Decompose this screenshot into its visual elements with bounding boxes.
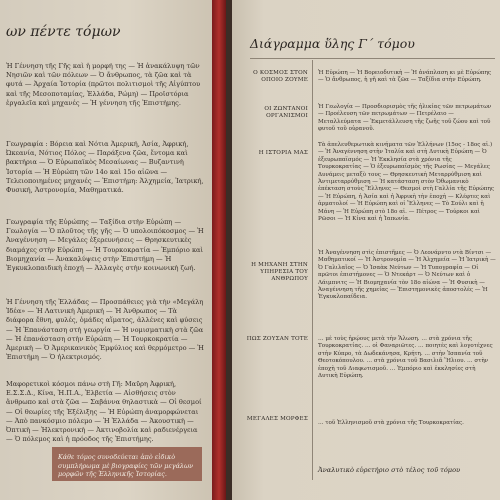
section-label-history: Η ΙΣΤΟΡΙΑ ΜΑΣ xyxy=(258,150,308,156)
volume-3-summary: Γεωγραφία τῆς Εὐρώπης — Ταξίδια στὴν Εὐρώπη — Γεωλογία — Ὁ πλοῦτος τῆς γῆς — Ὁ υπολοιπόκοσμος — Ἡ Ἀναγέννηση — Μεγάλες ἐξερευνήσεις — Θρησκευτικὲς διαμάχες στὴν Εὐρώπη — Ἡ Τουρκοκρατία — Ἐμπόριο καὶ Βιομηχανία — Ἀνακαλύψεις στὴν Ἐπιστήμη — Ἡ Ἐγκυκλοπαιδικὴ ἐποχή — Ἀλλαγὲς στὴν κοινωνικὴ ζωή. xyxy=(6,218,204,273)
left-page-heading: ων πέντε τόμων xyxy=(6,24,121,40)
volume-2-summary: Γεωγραφία : Βόρεια καὶ Νότια Ἀμερική, Ἀσία, Ἀφρική, Ὠκεανία, Νότιος Πόλος — Παράξενα ζῶα, ἔντομα καὶ βακτήρια — Ὁ Εὐρωπαϊκὸς Μεσαίωνας — Βυζαντινὴ Ἱστορία — Ἡ Εὐρώπη τῶν 14ο καὶ 15ο αἰῶνα — Τελειοποιημένες μηχανές — Ἐπιστήμη: Ἀλχημεία, Ἰατρική, Φυσική, Ἀστρονομία, Μαθηματικά. xyxy=(6,140,204,195)
index-footer-note: Ἀναλυτικὸ εὑρετήριο στὸ τέλος τοῦ τόμου xyxy=(318,466,461,474)
section-text-organisms: Ἡ Γεωλογία — Προσδιορισμὸς τῆς ἡλικίας τῶν πετρωμάτων — Προέλευση τῶν πετρωμάτων — Πετρέλαιο — Μεταλλεύματα — Ἐκμετάλλευση τῆς ζωῆς τοῦ ζώου καὶ τοῦ φυτοῦ τοῦ οὐρανοῦ. xyxy=(318,104,492,133)
section-text-great-figures: … τοῦ Ἑλληνισμοῦ στὰ χρόνια τῆς Τουρκοκρατίας. xyxy=(318,420,464,426)
volume-5-summary: Μαφορετικοὶ κόσμοι πάνω στὴ Γῆ: Μαῦρη Ἀφρική, Ε.Σ.Σ.Δ., Κίνα, Ἡ.Π.Α., Ἑλβετία — Αἰσθήσεις στὸν ἄνθρωπο καὶ στὰ ζῶα — Σαβάννα θηλαστικὰ — Οἱ θεσμοί — Οἱ θεωρίες τῆς Ἐξέλιξης — Ἡ Εὐρώπη ἀναμορφώνεται — Ἀπὸ πανκόσμιο πόλεμο — Ἡ Ἑλλάδα — Ἀκουστικὴ — Ὀπτικὴ — Ἠλεκτρονικὴ — Ἀκτινοβολία καὶ ραδιενέργεια — Ὁ πόλεμος καὶ ἡ πρόοδος τῆς Ἐπιστήμης. xyxy=(6,380,202,444)
right-page xyxy=(232,0,500,500)
section-label-great-figures: ΜΕΓΑΛΕΣ ΜΟΡΦΕΣ xyxy=(246,416,308,422)
section-text-machine: Ἡ Ἀναγέννηση στὶς ἐπιστῆμες — Ὁ Λεονάρντο ντὰ Βίντσι — Μαθηματικοί — Ἡ Ἀστρονομία — Ἡ Ἀλχημεία — Ἡ Ἰατρικὴ — Ὁ Γαλιλαῖος — Ὁ Ἰσαὰκ Νεύτων — Ἡ Τυπογραφία — Οἱ πρῶτοι ἐπιστήμονες — Ὁ Ντεκάρτ — Ὁ Νεύτων καὶ ὁ Λάιμπνιτς — Ἡ Βιομηχανία τὸν 18ο αἰώνα — Ἡ Φυσικὴ — Ἀναγέννηση τῆς χημείας — Ἐπιστημονικὲς ἀποστολές — Ἡ Ἐγκυκλοπαίδεια. xyxy=(318,250,496,301)
section-label-how-they-lived: ΠΩΣ ΖΟΥΣΑΝ ΤΟΤΕ xyxy=(246,336,308,342)
supplement-note-box: Κάθε τόμος συνοδεύεται ἀπὸ εἰδικὸ συμπλήρωμα μὲ βιογραφίες τῶν μεγάλων μορφῶν τῆς Ἑλληνικῆς Ἱστορίας. xyxy=(52,447,202,481)
column-divider xyxy=(312,60,313,480)
section-label-world: Ο ΚΟΣΜΟΣ ΣΤΟΝ ΟΠΟΙΟ ΖΟΥΜΕ xyxy=(253,70,308,83)
section-text-world: Ἡ Εὐρώπη — Ἡ Βορειοδυτικὴ — Ἡ ἀνάπλαση κι μὲ Εὐρώπης — Ὁ ἄνθρωπος, ἡ γῆ καὶ τὰ ζῶα — Ταξίδια στὴν Εὐρώπη. xyxy=(318,70,492,84)
book-spine xyxy=(212,0,226,500)
volume-1-summary: Ἡ Γέννηση τῆς Γῆς καὶ ἡ μορφή της — Ἡ ἀνακάλυψη τῶν Νησιῶν καὶ τῶν πόλεων — Ὁ ἄνθρωπος, τὰ ζῶα καὶ τὰ φυτά — Ἀρχαία Ἱστορία (πρῶτοι πολιτισμοὶ τῆς Αἰγύπτου καὶ τῆς Μεσοποταμίας, Ἑλλάδα, Ρώμη) — Προϊστόρια ἐργαλεῖα καὶ μηχανές — Ἡ γέννηση τῆς Ἐπιστήμης. xyxy=(6,62,201,107)
right-page-heading: Διάγραμμα ὕλης Γ΄ τόμου xyxy=(250,36,415,51)
section-label-machine: Η ΜΗΧΑΝΗ ΣΤΗΝ ΥΠΗΡΕΣΙΑ ΤΟΥ ΑΝΘΡΩΠΟΥ xyxy=(251,262,308,282)
section-text-history: Τὰ ἀπελευθερωτικὰ κινήματα τῶν Ἑλλήνων (15ος - 18ος αἰ.) — Ἡ Ἀναγέννηση στὴν Ἰταλία καὶ στὴ Δυτικὴ Εὐρώπη — Ὁ ἐξευρωπαϊσμός — Ἡ Ἐκκλησία στὰ χρόνια τῆς Τουρκοκρατίας — Ὁ ἐξευρωπαϊσμὸς τῆς Ρωσίας — Μεγάλες Δυνάμεις μεταξὺ τους — Θρησκευτικὴ Μεταρρύθμιση καὶ Ἀντιμεταρρύθμιση — Ἡ κατάσταση στὸν Ὀθωμανικὸ ἐπέκταση στοὺς Ἕλληνες — Θεσμοὶ στὴ Γαλλία τῆς Εὐρώπης — Ἡ Εὐρώπη, ἡ Ἀσία καὶ ἡ Ἀφρικὴ τὴν ἐποχὴ — Κλέφτες καὶ ἀρματολοί — Ἡ Εὐρώπη καὶ οἱ Ἕλληνες — Τὸ Σούλι καὶ ἡ Μάνη — Ἡ Εὐρώπη στὸ 18ο αἰ. — Πέτρος — Τούρκοι καὶ Ρῶσοι — Ἡ Κίνα καὶ ἡ Ἰαπωνία. xyxy=(318,142,494,223)
volume-4-summary: Ἡ Γέννηση τῆς Ἑλλάδας — Προσπάθειες γιὰ τὴν «Μεγάλη Ἰδέα» — Ἡ Λατινικὴ Ἀμερική — Ἡ Ἀνθρωπος — Τὰ διάφορα ἔθνη, φυλές, ὁμάδες αἵματος, ἀλλένες καὶ φύσεις — Ἡ Ἐπανάσταση στὴ γεωργία — Ἡ νομισματικὴ στὰ ζῶα — Ἡ ἐπανάσταση στὴν Εὐρώπη — Ἡ Τουρκοκρατία — Ἀμερικὴ — Ὁ Ἀμερικανικὸς Ἐμφύλιος καὶ θερμόμετρο — Ἡ Ἐπιστήμη — Ὁ ἠλεκτρισμός. xyxy=(6,298,204,362)
section-text-how-they-lived: … μὲ τοὺς ἡρῴους μετὰ τὴν Ἅλωση. … στὰ χρόνια τῆς Τουρκοκρατίας. … οἱ Φαναριῶτες. … ποιητὲς καὶ λογοτέχνες στὴν Κύπρο, τὰ Δωδεκάνησα, Κρήτη. … στὴν Ἰσπανία τοῦ Θεοτοκόπουλου. … στὰ χρόνια τοῦ Βασιλιᾶ Ἥλιου. … στὴν ἐποχὴ τοῦ Διαφωτισμοῦ. … Ἐμπόριο καὶ ἐκκλησίες στὴ Δυτικὴ Εὐρώπη. xyxy=(318,336,493,380)
section-label-organisms: ΟΙ ΖΩΝΤΑΝΟΙ ΟΡΓΑΝΙΣΜΟΙ xyxy=(264,106,308,119)
heading-divider xyxy=(250,58,495,59)
left-page xyxy=(0,0,212,500)
